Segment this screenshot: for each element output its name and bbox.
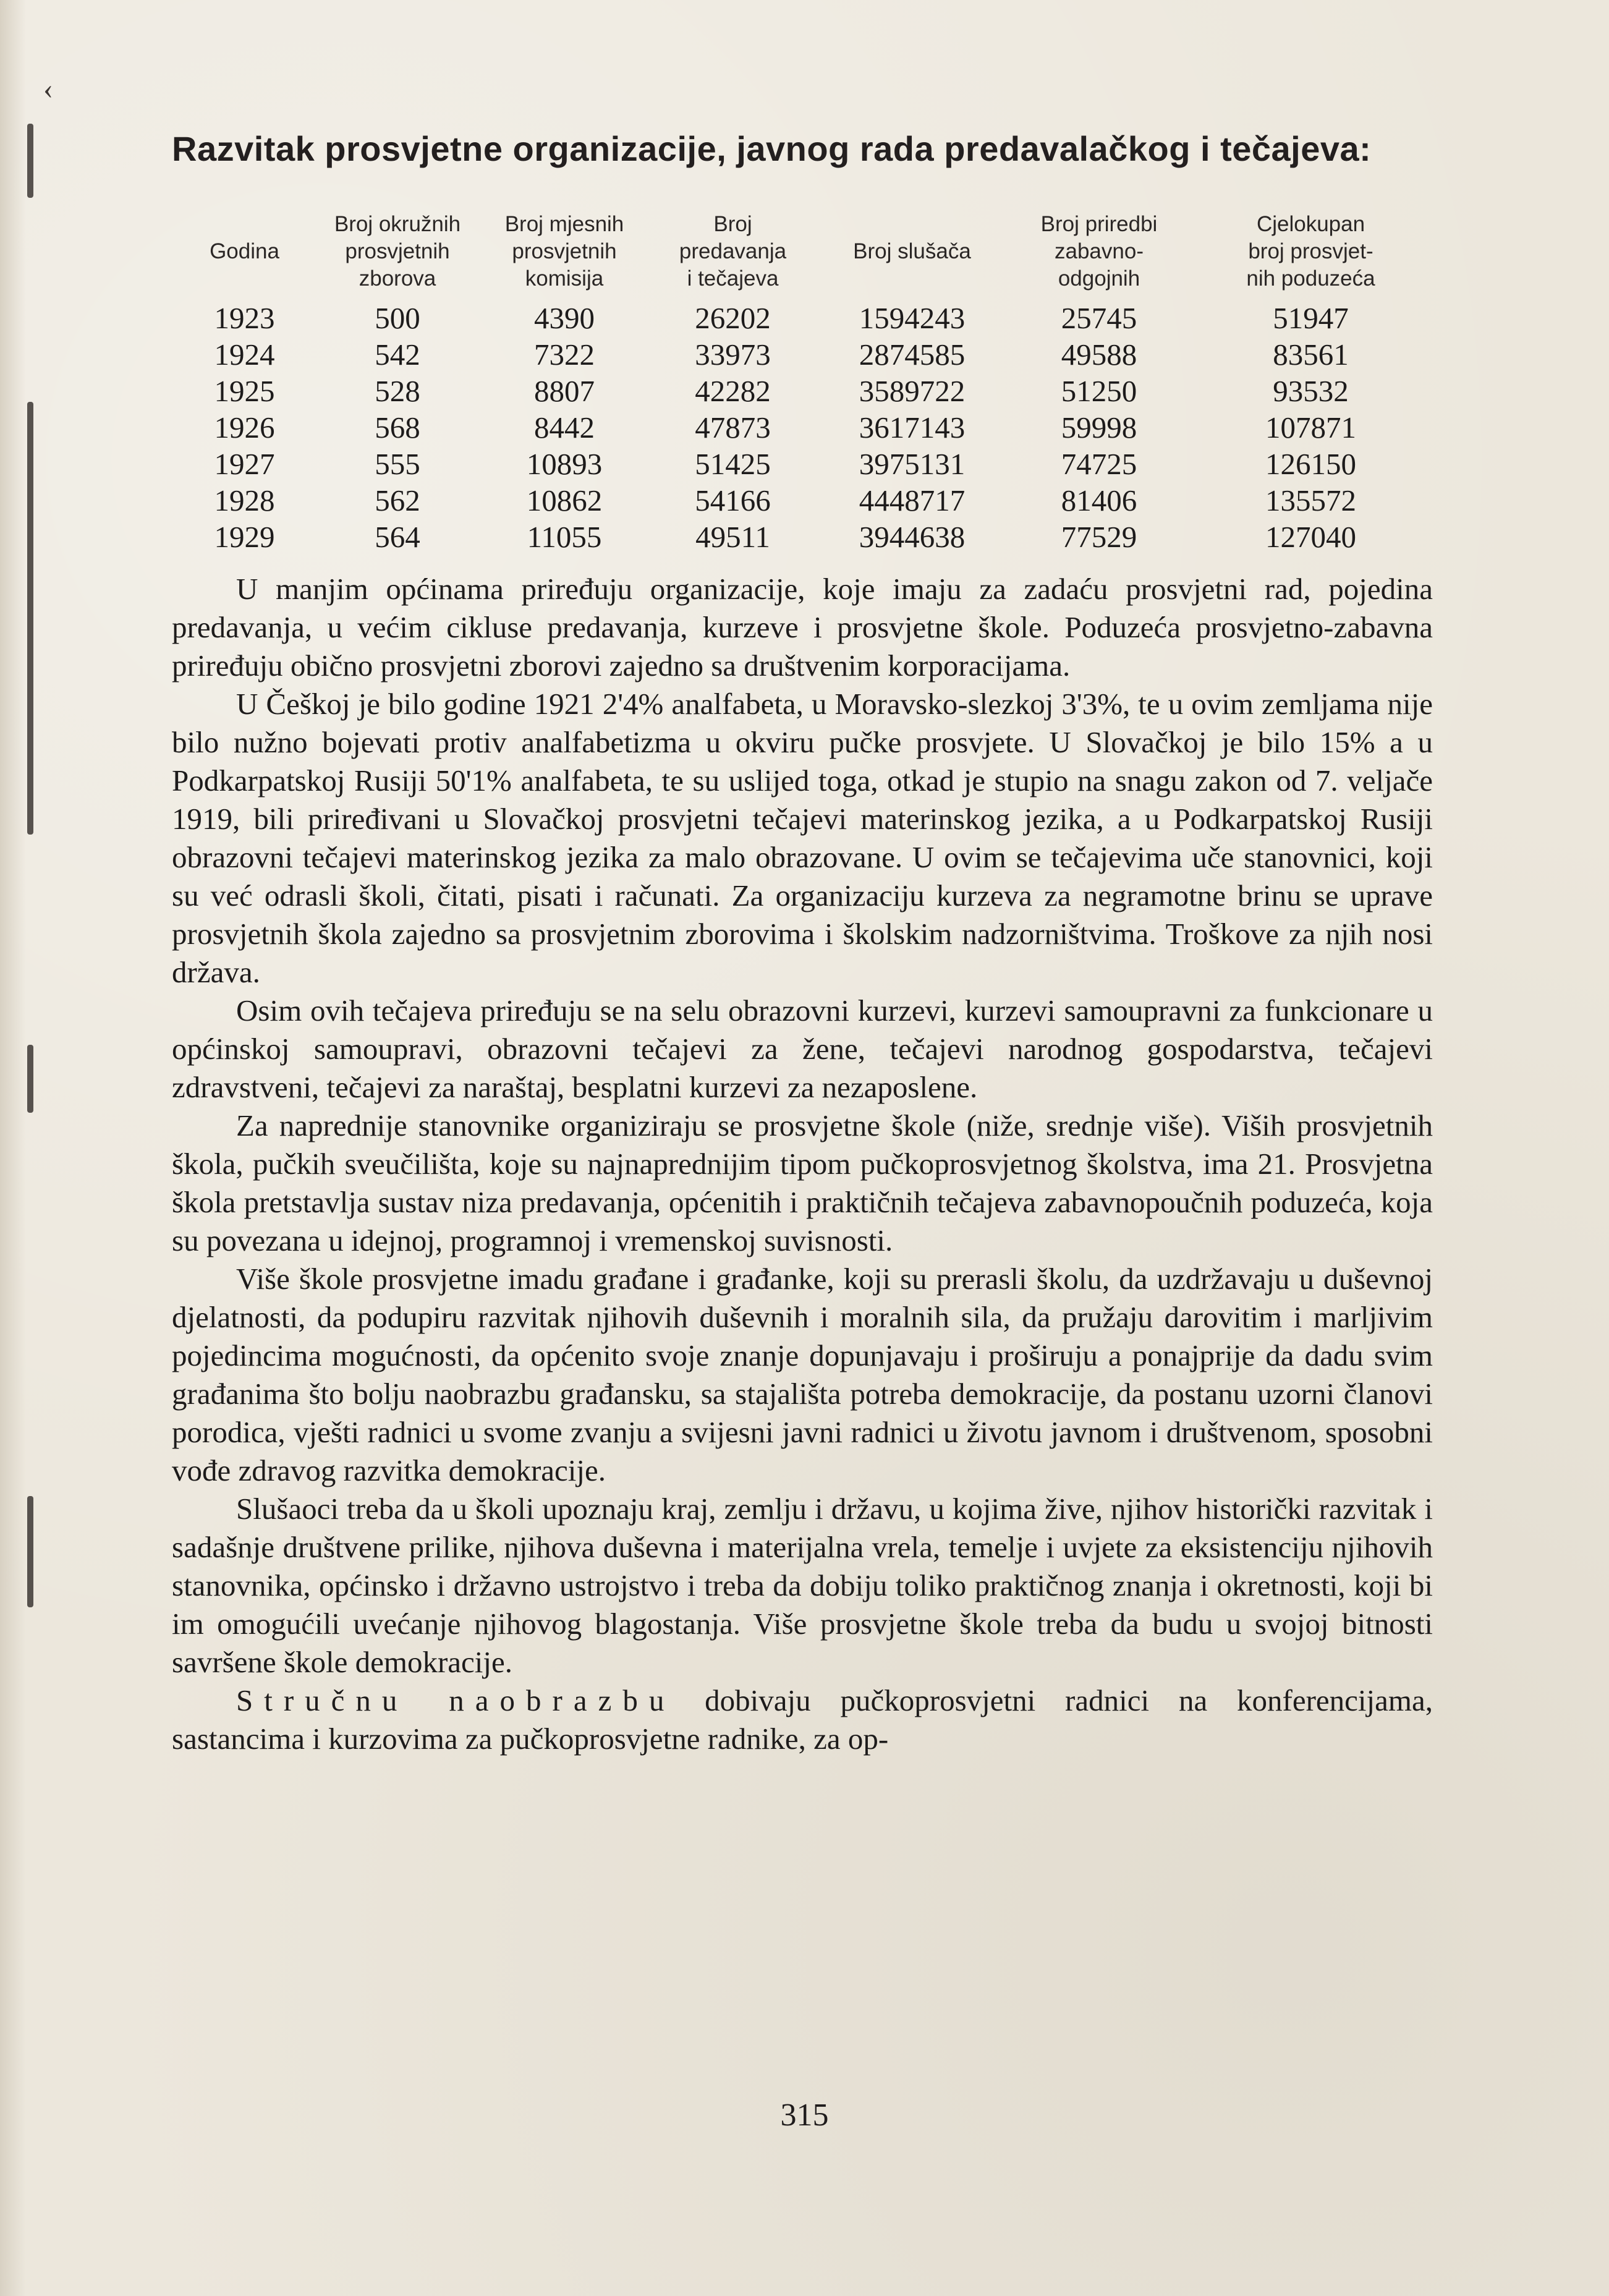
paragraph: Osim ovih tečajeva priređuju se na selu obrazovni kurzevi, kurzevi samoupravni za funkcionare u općinskoj samoupravi, obrazovni tečajevi za žene, tečajevi narodnog gospodarstva, tečajevi zdravstveni, tečajevi za naraštaj, besplatni kurzevi za nezaposlene. [172, 993, 1433, 1104]
table-cell: 135572 [1265, 483, 1356, 517]
table-cell: 542 [375, 337, 420, 372]
table-header-predavanja-tecajevi: Broj predavanja i tečajeva [679, 211, 787, 291]
edge-mark [27, 402, 33, 835]
table-cell: 3589722 [859, 373, 966, 408]
table-cell: 51425 [695, 446, 771, 481]
table-cell: 2874585 [859, 337, 966, 372]
table-cell: 127040 [1265, 519, 1356, 554]
table-cell: 4448717 [859, 483, 966, 517]
table-cell: 83561 [1273, 337, 1349, 372]
table-cell: 10862 [526, 483, 603, 517]
table-cell: 26202 [695, 300, 771, 335]
table-cell: 33973 [695, 337, 771, 372]
table-row [172, 373, 1433, 409]
table-cell: 1927 [214, 446, 275, 481]
table-header-slusaci: Broj slušača [853, 239, 971, 263]
table-cell: 10893 [526, 446, 603, 481]
table-cell: 4390 [534, 300, 595, 335]
table-header-okruzni-zborovi: Broj okružnih prosvjetnih zborova [334, 211, 461, 291]
table-cell: 42282 [695, 373, 771, 408]
edge-mark [27, 124, 33, 198]
paragraph: Više škole prosvjetne imadu građane i građanke, koji su prerasli školu, da uzdržavaju u duševnoj djelatnosti, da podupiru razvitak njihovih duševnih i moralnih sila, da pružaju darovitim i marljivim pojedincima mogućnosti, da općenito svoje znanje dopunjavaju i proširuju a ponajprije da dadu svim građanima što bolju naobrazbu građansku, sa stajališta potreba demokracije, da postanu uzorni članovi porodica, vješti radnici u svome zvanju a svijesni javni radnici u životu javnom i društvenom, sposobni vođe zdravog razvitka demokracije. [172, 1261, 1433, 1487]
table-cell: 3944638 [859, 519, 966, 554]
paragraph: U Češkoj je bilo godine 1921 2'4% analfabeta, u Moravsko-slezkoj 3'3%, te u ovim zemljama nije bilo nužno bojevati protiv analfabetizma u okviru pučke prosvjete. U Slovačkoj je bilo 15% a u Podkarpatskoj Rusiji 50'1% analfabeta, te su uslijed toga, otkad je stupio na snagu zakon od 7. veljače 1919, bili priređivani u Slovačkoj prosvjetni tečajevi materinskog jezika, a u Podkarpatskoj Rusiji obrazovni tečajevi materinskog jezika za malo obrazovane. U ovim se tečajevima uče stanovnici, koji su već odrasli školi, čitati, pisati i računati. Za organizaciju kurzeva za negramotne brinu se uprave prosvjetnih škola zajedno sa prosvjetnim zborovima i školskim nadzorništvima. Troškove za njih nosi država. [172, 686, 1433, 989]
table-cell: 1925 [214, 373, 275, 408]
page-number: 315 [780, 2098, 829, 2133]
table-cell: 564 [375, 519, 420, 554]
table-cell: 74725 [1061, 446, 1137, 481]
page-content [172, 131, 1433, 1758]
table-cell: 1923 [214, 300, 275, 335]
table-header-priredbe: Broj priredbi zabavno- odgojnih [1040, 211, 1158, 291]
edge-mark [27, 1496, 33, 1607]
statistics-table [172, 211, 1433, 555]
table-row [172, 446, 1433, 482]
table-cell: 51947 [1273, 300, 1349, 335]
table-row [172, 409, 1433, 446]
paragraph-continuation: dobivaju pučkoprosvjetni radnici na konferencijama, sastancima i kurzovima za pučkoprosvjetne radnike, za op- [172, 1683, 1433, 1756]
table-cell: 3617143 [859, 410, 966, 444]
table-cell: 11055 [527, 519, 602, 554]
table-header-godina: Godina [210, 239, 279, 263]
table-row [172, 336, 1433, 373]
body-text [172, 570, 1433, 1758]
spaced-emphasis: Stručnu naobrazbu [236, 1683, 676, 1717]
paragraph-last [172, 1682, 1433, 1758]
table-cell: 54166 [695, 483, 771, 517]
table-header-poduzeca: Cjelokupan broj prosvjet- nih poduzeća [1246, 211, 1375, 291]
table-cell: 7322 [534, 337, 595, 372]
table-cell: 126150 [1265, 446, 1356, 481]
table-cell: 1926 [214, 410, 275, 444]
table-cell: 77529 [1061, 519, 1137, 554]
table-cell: 107871 [1265, 410, 1356, 444]
table-cell: 1594243 [859, 300, 966, 335]
binding-edge [0, 0, 26, 2296]
edge-mark [27, 1045, 33, 1113]
table-cell: 1929 [214, 519, 275, 554]
table-cell: 81406 [1061, 483, 1137, 517]
table-cell: 8442 [534, 410, 595, 444]
table-header-mjesne-komisije: Broj mjesnih prosvjetnih komisija [504, 211, 624, 291]
paragraph: Slušaoci treba da u školi upoznaju kraj, zemlju i državu, u kojima žive, njihov historički razvitak i sadašnje društvene prilike, njihova duševna i materijalna vrela, temelje i uvjete za eksistenciju njihovih stanovnika, općinsko i državno ustrojstvo i treba da dobiju toliko praktičnog znanja i okretnosti, koji bi im omogućili uvećanje njihovog blagostanja. Više prosvjetne škole treba da budu u svojoj bitnosti savršene škole demokracije. [172, 1491, 1433, 1679]
table-cell: 1928 [214, 483, 275, 517]
table-cell: 8807 [534, 373, 595, 408]
table-row [172, 519, 1433, 555]
table-cell: 59998 [1061, 410, 1137, 444]
table-cell: 1924 [214, 337, 275, 372]
table-cell: 25745 [1061, 300, 1137, 335]
paragraph: Za naprednije stanovnike organiziraju se prosvjetne škole (niže, srednje više). Viših prosvjetnih škola, pučkih sveučilišta, koje su najnaprednijim tipom pučkoprosvjetnog školstva, ima 21. Prosvjetna škola pretstavlja sustav niza predavanja, općenitih i praktičnih tečajeva zabavnopoučnih poduzeća, koja su povezana u idejnoj, programnoj i vremenskoj suvisnosti. [172, 1108, 1433, 1257]
table-cell: 555 [375, 446, 420, 481]
table-cell: 93532 [1273, 373, 1349, 408]
table-cell: 3975131 [859, 446, 966, 481]
table-cell: 562 [375, 483, 420, 517]
table-cell: 49588 [1061, 337, 1137, 372]
table-row [172, 300, 1433, 336]
table-cell: 500 [375, 300, 420, 335]
page-title: Razvitak prosvjetne organizacije, javnog rada predavalačkog i tečajeva: [172, 129, 1372, 168]
table-cell: 528 [375, 373, 420, 408]
table-cell: 51250 [1061, 373, 1137, 408]
corner-ink-mark: ‹ [43, 72, 53, 105]
table-header-row [172, 211, 1433, 300]
table-cell: 47873 [695, 410, 771, 444]
table-row [172, 482, 1433, 519]
table-cell: 49511 [695, 519, 770, 554]
table-cell: 568 [375, 410, 420, 444]
paragraph: U manjim općinama priređuju organizacije, koje imaju za zadaću prosvjetni rad, pojedina predavanja, u većim cikluse predavanja, kurzeve i prosvjetne škole. Poduzeća prosvjetno-zabavna priređuju obično prosvjetni zborovi zajedno sa društvenim korporacijama. [172, 571, 1433, 682]
